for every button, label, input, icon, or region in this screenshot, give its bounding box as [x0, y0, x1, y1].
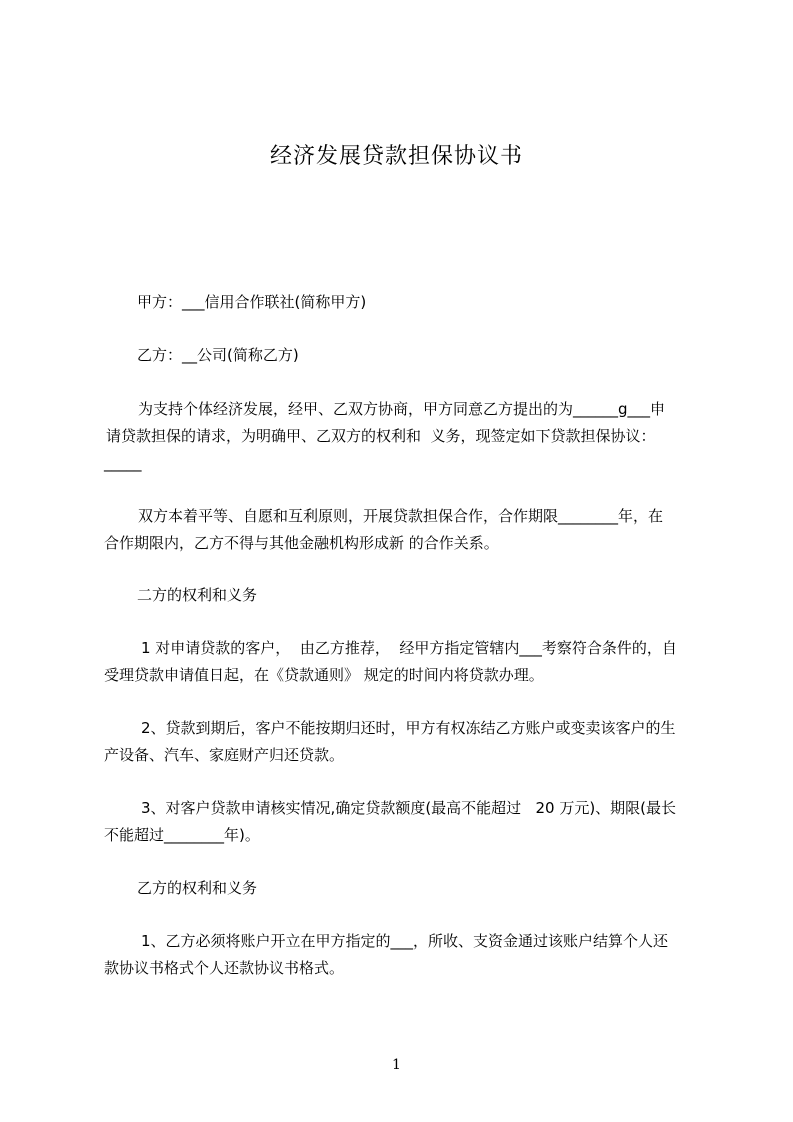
party-a-line: 甲方：___信用合作联社(简称甲方): [137, 293, 367, 311]
clause-2-line-2: 产设备、汽车、家庭财产归还贷款。: [104, 746, 345, 764]
clause-1-line-1: 1 对申请贷款的客户， 由乙方推荐， 经甲方指定管辖内___考察符合条件的，自: [141, 639, 677, 657]
party-b-line: 乙方：__公司(简称乙方): [137, 346, 299, 364]
clause-b1-line-1: 1、乙方必须将账户开立在甲方指定的___，所收、支资金通过该账户结算个人还: [141, 932, 669, 950]
page-number: 1: [392, 1057, 401, 1073]
clause-3-line-2: 不能超过________年)。: [104, 826, 260, 844]
section-heading-party-rights: 二方的权利和义务: [137, 586, 258, 604]
principle-paragraph-line-2: 合作期限内，乙方不得与其他金融机构形成新 的合作关系。: [104, 534, 499, 552]
document-title: 经济发展贷款担保协议书: [269, 144, 523, 169]
clause-2-line-1: 2、贷款到期后，客户不能按期归还时，甲方有权冻结乙方账户或变卖该客户的生: [141, 719, 676, 737]
intro-paragraph-line-2: 请贷款担保的请求，为明确甲、乙双方的权利和 义务，现签定如下贷款担保协议：: [106, 427, 656, 445]
clause-3-line-1: 3、对客户贷款申请核实情况,确定贷款额度(最高不能超过 20 万元)、期限(最长: [141, 799, 677, 817]
clause-b1-line-2: 款协议书格式个人还款协议书格式。: [104, 959, 345, 977]
section-heading-party-b-rights: 乙方的权利和义务: [137, 879, 258, 897]
clause-1-line-2: 受理贷款申请值日起，在《贷款通则》 规定的时间内将贷款办理。: [104, 666, 544, 684]
principle-paragraph-line-1: 双方本着平等、自愿和互利原则，开展贷款担保合作，合作期限________年，在: [138, 507, 664, 525]
intro-paragraph-line-3: _____: [104, 454, 142, 472]
intro-paragraph-line-1: 为支持个体经济发展，经甲、乙双方协商，甲方同意乙方提出的为______g___申: [138, 400, 666, 418]
